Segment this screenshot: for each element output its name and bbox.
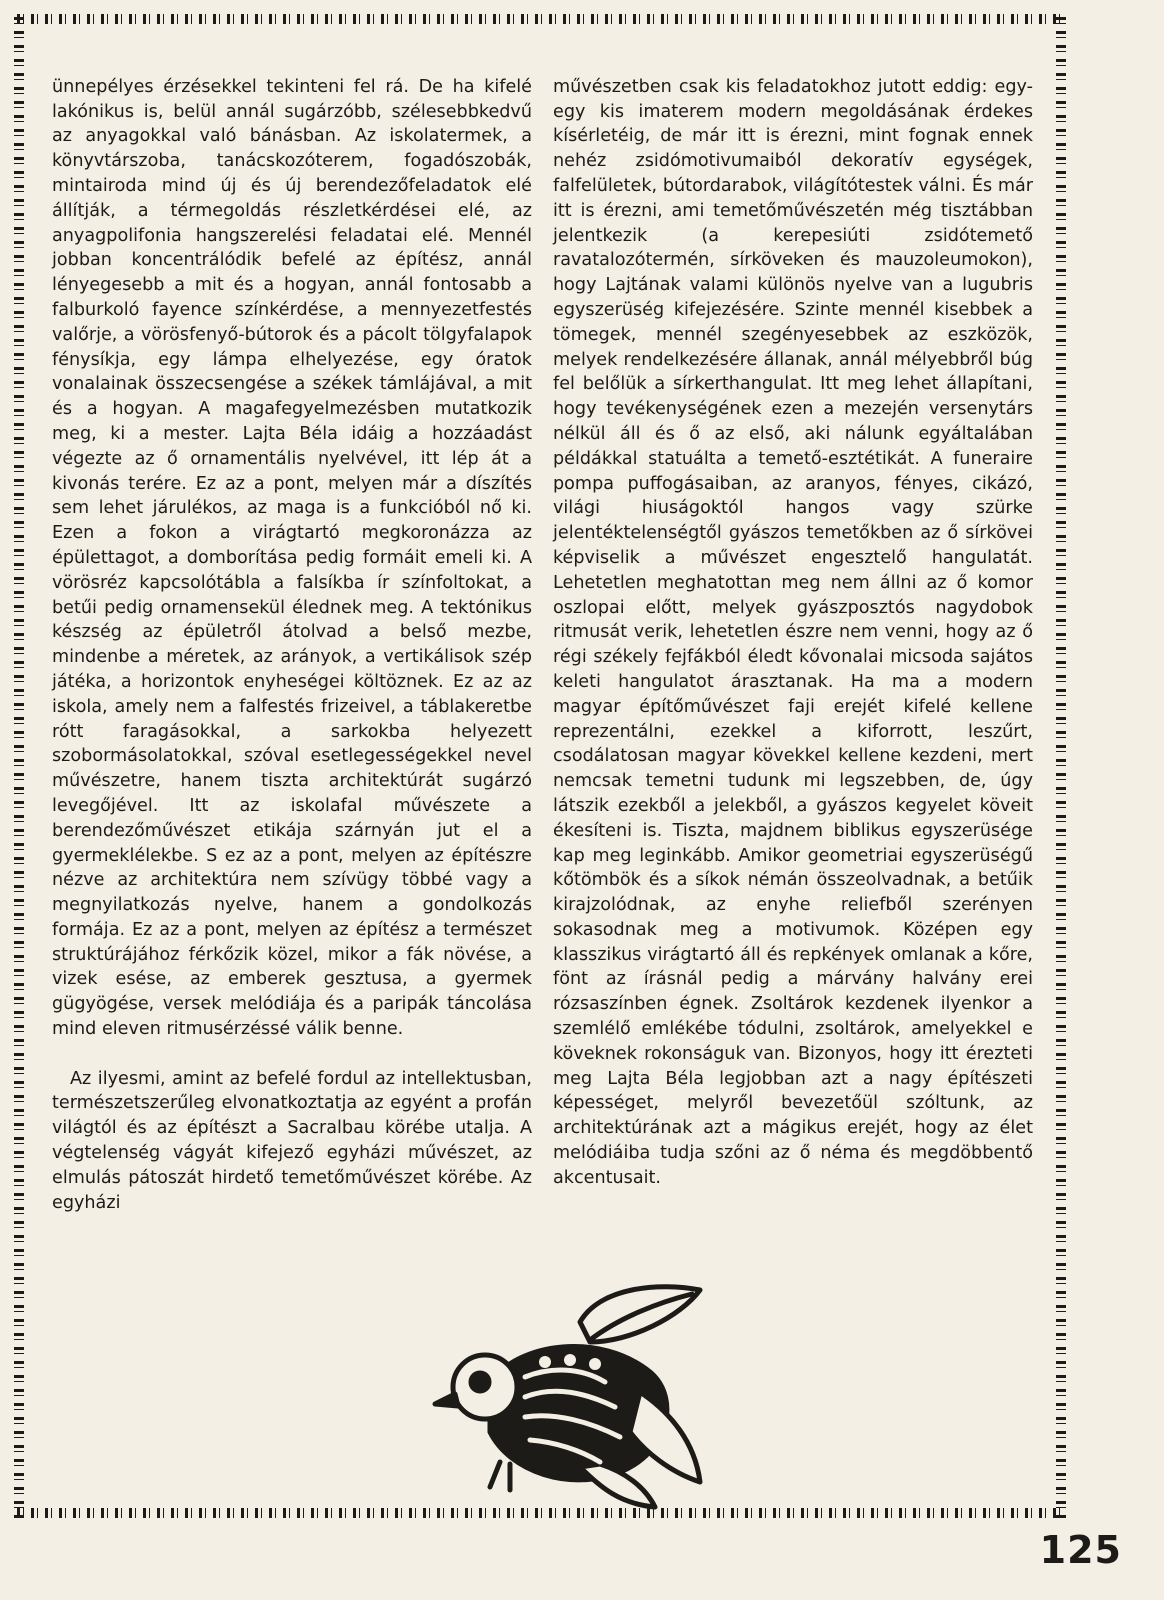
page-number: 125 — [1039, 1528, 1122, 1572]
paragraph-left-1: ünnepélyes érzésekkel tekinteni fel rá. De ha kifelé lakónikus is, belül annál sugárzóbb, szélesebbkedvű az anyagokkal való bánásban. Az iskolatermek, a könyvtárszoba, tanácskozóterem, fogadószobák, mintairoda mind új és új berendezőfeladatok elé állítják, a térmegoldás részletkérdései elé, az anyagpolifonia hangszerelési feladatai elé. Mennél jobban koncentrálódik befelé az építész, annál lényegesebb a mit és a hogyan, annál fontosabb a falburkoló fayence színkérdése, a mennyezetfestés valőrje, a vörösfenyő-bútorok és a pácolt tölgyfalapok fénysíkja, egy lámpa elhelyezése, egy óratok vonalainak összecsengése a székek támlájával, a mit és a hogyan. A magafegyelmezésben mutatkozik meg, ki a mester. Lajta Béla idáig a hozzáadást végezte az ő ornamentális nyelvével, itt lép át a kivonás terére. Ez az a pont, melyen már a díszítés sem lehet járulékos, az maga is a funkcióból nő ki. Ezen a fokon a virágtartó megkoronázza az épülettagot, a domborítása pedig formáit emeli ki. A vörösréz kapcsolótábla a falsíkba ír színfoltokat, a betűi pedig ornamensekül élednek meg. A tektónikus készség az épületről átolvad a belső mezbe, mindenbe a méretek, az arányok, a vertikálisok szép játéka, a horizontok enyheségei költöznek. Ez az az iskola, amely nem a falfestés frizeivel, a táblakeretbe rótt faragásokkal, a sarkokba helyezett szobormásolatokkal, szóval esetlegességekkel nevel művészetre, hanem tiszta architektúrát sugárzó levegőjével. Itt az iskolafal művészete a berendezőművészet etikája szárnyán jut el a gyermeklélekbe. S ez az a pont, melyen az építészre nézve az architektúra nem szívügy többé vagy a megnyilatkozás nyelve, hanem a gondolkozás formája. Ez az a pont, melyen az építész a természet struktúrájához férkőzik közel, mikor a fák növése, a vizek esése, az emberek gesztusa, a gyermek gügyögése, versek melódiája és a paripák táncolása mind eleven ritmusérzéssé válik benne. — [52, 76, 532, 1040]
text-column-right — [553, 50, 1033, 1215]
paragraph-right-1: művészetben csak kis feladatokhoz jutott eddig: egy-egy kis imaterem modern megoldásának érdekes kísérletéig, de már itt is érezni, mint fognak ennek nehéz zsidómotivumaiból dekoratív egységek, falfelületek, bútordarabok, világítótestek válni. És már itt is érezni, ami temetőművészetén még tisztábban jelentkezik (a kerepesiúti zsidótemető ravatalozótermén, sírköveken és mauzoleumokon), hogy Lajtának valami különös nyelve van a lugubris egyszerüség kifejezésére. Szinte mennél kisebbek a tömegek, mennél szegényesebbek az eszközök, melyek rendelkezésére állanak, annál mélyebbről búg fel belőlük a sírkerthangulat. Itt meg lehet állapítani, hogy tevékenységének ezen a mezején versenytárs nélkül áll és ő az első, aki nálunk egyáltalában példákkal statuálta a temető-esztétikát. A funeraire pompa puffogásaiban, az aranyos, fényes, cikázó, világi hiuságoktól hangos vagy szürke jelentéktelenségtől gyászos temetőkben az ő sírkövei képviselik a művészet engesztelő hangulatát. Lehetetlen meghatottan meg nem állni az ő komor oszlopai előtt, melyek gyászposztós nagydobok ritmusát verik, lehetetlen észre nem venni, hogy az ő régi székely fejfákból éledt kővonalai micsoda sajátos keleti hangulatot árasztanak. Ha ma a modern magyar építőművészet faji erejét kifelé kellene reprezentálni, ezekkel a kiforrott, leszűrt, csodálatosan magyar kövekkel kellene kezdeni, mert nemcsak temetni tudunk mi legszebben, de, úgy látszik ezekből a jelekből, a gyászos kegyelet köveit ékesíteni is. Tiszta, majdnem biblikus egyszerüsége kap meg leginkább. Amikor geometriai egyszerüségű kőtömbök és a síkok némán összeolvadnak, a betűik kirajzolódnak, az enyhe reliefből szerényen sokasodnak meg a motivumok. Középen egy klasszikus virágtartó áll és repkények omlanak a kőre, fönt az írásnál pedig a márvány halvány erei rózsaszínben égnek. Zsoltárok kezdenek ilyenkor a szemlélő emlékébe tódulni, zsoltárok, amelyekkel e köveknek rokonságuk van. Bizonyos, hogy itt érezteti meg Lajta Béla legjobban azt a nagy építészeti képességet, melyről bevezetőül szóltunk, az architektúrának azt a mágikus erejét, hogy az élet melódiáiba tudja szőni az ő néma és megdöbbentő akcentusait. — [553, 76, 1033, 1188]
border-top — [14, 14, 1066, 24]
folk-bird-ornament-icon — [430, 1282, 710, 1512]
border-right — [1056, 14, 1066, 1518]
paragraph-left-2: Az ilyesmi, amint az befelé fordul az intellektusban, természetszerűleg elvonatkoztatja az egyént a profán világtól és az építészt a Sacralbau körébe utalja. A végtelenség vágyát kifejező egyházi művészet, az elmulás pátoszát hirdető temetőművészet körébe. Az egyházi — [52, 1068, 532, 1213]
text-column-left — [52, 50, 532, 1240]
border-left — [14, 14, 24, 1518]
